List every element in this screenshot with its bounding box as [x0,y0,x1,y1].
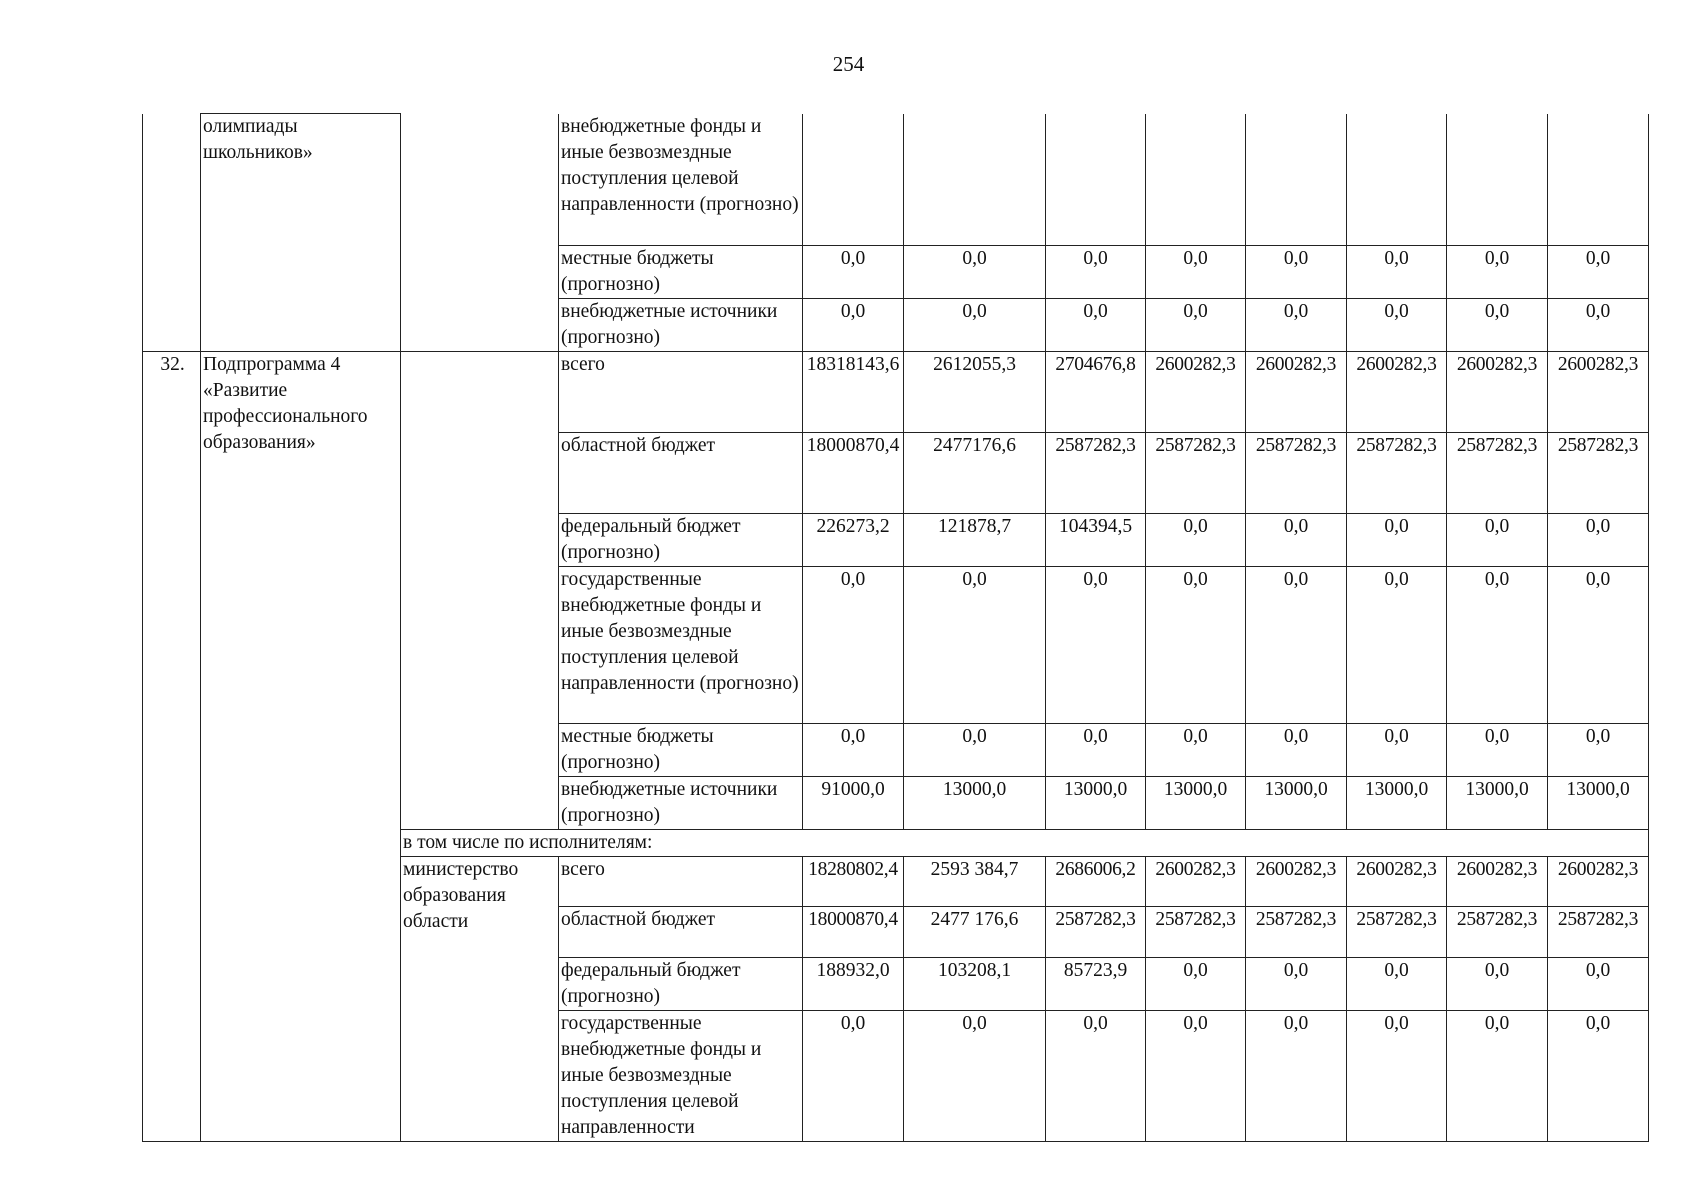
value-cell: 0,0 [904,724,1046,777]
value-cell: 0,0 [1146,246,1246,299]
value-cell: 0,0 [1447,724,1548,777]
value-cell: 0,0 [1548,958,1649,1011]
value-cell: 0,0 [904,567,1046,724]
value-cell: 0,0 [803,246,904,299]
funding-source-cell: внебюджетные источники (прогнозно) [559,299,803,352]
funding-source-cell: внебюджетные источники (прогнозно) [559,777,803,830]
value-cell: 13000,0 [1046,777,1146,830]
value-cell: 0,0 [1347,567,1447,724]
executor-name-cell: министерство образования области [401,857,559,1142]
value-cell: 2587282,3 [1447,433,1548,514]
value-cell: 13000,0 [1447,777,1548,830]
value-cell: 2477 176,6 [904,907,1046,958]
value-cell: 2600282,3 [1447,352,1548,433]
row-number-cell [143,114,201,352]
value-cell: 2612055,3 [904,352,1046,433]
value-cell: 0,0 [904,246,1046,299]
funding-source-cell: федеральный бюджет (прогнозно) [559,514,803,567]
value-cell: 2600282,3 [1548,352,1649,433]
value-cell: 0,0 [803,567,904,724]
value-cell [1548,114,1649,246]
value-cell: 2593 384,7 [904,857,1046,907]
value-cell: 0,0 [1046,724,1146,777]
value-cell: 103208,1 [904,958,1046,1011]
executor-cell [401,114,559,352]
value-cell: 0,0 [1146,724,1246,777]
value-cell: 0,0 [1447,567,1548,724]
value-cell: 13000,0 [1146,777,1246,830]
value-cell: 0,0 [1246,958,1347,1011]
value-cell: 0,0 [803,724,904,777]
value-cell: 0,0 [1146,958,1246,1011]
value-cell: 0,0 [1146,567,1246,724]
value-cell [904,114,1046,246]
value-cell [1347,114,1447,246]
value-cell: 2587282,3 [1347,433,1447,514]
value-cell: 18000870,4 [803,907,904,958]
value-cell: 0,0 [1246,514,1347,567]
value-cell [1046,114,1146,246]
executor-cell [401,352,559,830]
value-cell: 0,0 [1347,246,1447,299]
value-cell: 0,0 [1347,958,1447,1011]
table-row [143,352,1649,433]
value-cell: 2477176,6 [904,433,1046,514]
value-cell: 0,0 [1548,246,1649,299]
value-cell: 0,0 [803,299,904,352]
page-number: 254 [832,52,865,76]
event-name-cell: олимпиады школьников» [201,114,401,352]
value-cell: 2587282,3 [1146,433,1246,514]
value-cell: 2587282,3 [1146,907,1246,958]
value-cell: 13000,0 [1246,777,1347,830]
value-cell: 18318143,6 [803,352,904,433]
value-cell: 2587282,3 [1548,907,1649,958]
value-cell [803,114,904,246]
funding-source-cell: местные бюджеты (прогнозно) [559,724,803,777]
value-cell: 0,0 [1548,514,1649,567]
executors-header: в том числе по исполнителям: [401,830,1649,857]
value-cell: 104394,5 [1046,514,1146,567]
value-cell: 13000,0 [904,777,1046,830]
value-cell: 0,0 [1347,299,1447,352]
value-cell: 226273,2 [803,514,904,567]
value-cell: 0,0 [803,1011,904,1142]
value-cell: 188932,0 [803,958,904,1011]
value-cell: 0,0 [1246,1011,1347,1142]
value-cell: 0,0 [1548,724,1649,777]
funding-source-cell: всего [559,857,803,907]
value-cell: 2587282,3 [1046,433,1146,514]
value-cell: 85723,9 [1046,958,1146,1011]
value-cell [1246,114,1347,246]
value-cell: 2704676,8 [1046,352,1146,433]
value-cell: 0,0 [1347,1011,1447,1142]
value-cell: 0,0 [904,1011,1046,1142]
value-cell: 2587282,3 [1548,433,1649,514]
value-cell: 0,0 [1347,514,1447,567]
value-cell: 2600282,3 [1246,857,1347,907]
funding-source-cell: федеральный бюджет (прогнозно) [559,958,803,1011]
value-cell: 0,0 [1548,1011,1649,1142]
funding-source-cell: внебюджетные фонды и иные безвозмездные поступления целевой направленности (прогнозно) [559,114,803,246]
value-cell: 0,0 [1046,299,1146,352]
value-cell: 0,0 [1447,958,1548,1011]
value-cell: 2600282,3 [1347,857,1447,907]
value-cell: 2600282,3 [1447,857,1548,907]
value-cell: 0,0 [1146,299,1246,352]
funding-source-cell: государственные внебюджетные фонды и иные безвозмездные поступления целевой направленности [559,1011,803,1142]
value-cell: 2686006,2 [1046,857,1146,907]
value-cell: 2600282,3 [1246,352,1347,433]
value-cell: 0,0 [904,299,1046,352]
value-cell: 0,0 [1146,514,1246,567]
value-cell: 0,0 [1548,299,1649,352]
funding-source-cell: областной бюджет [559,433,803,514]
value-cell: 13000,0 [1347,777,1447,830]
value-cell: 0,0 [1347,724,1447,777]
value-cell: 2600282,3 [1347,352,1447,433]
value-cell: 0,0 [1246,724,1347,777]
value-cell: 0,0 [1146,1011,1246,1142]
value-cell: 0,0 [1447,246,1548,299]
value-cell: 18280802,4 [803,857,904,907]
value-cell: 0,0 [1046,567,1146,724]
funding-source-cell: местные бюджеты (прогнозно) [559,246,803,299]
value-cell: 0,0 [1246,299,1347,352]
value-cell: 0,0 [1447,299,1548,352]
value-cell: 18000870,4 [803,433,904,514]
value-cell: 2587282,3 [1246,433,1347,514]
funding-source-cell: областной бюджет [559,907,803,958]
value-cell: 0,0 [1246,246,1347,299]
value-cell: 13000,0 [1548,777,1649,830]
value-cell: 2600282,3 [1548,857,1649,907]
value-cell: 2600282,3 [1146,857,1246,907]
value-cell: 0,0 [1046,1011,1146,1142]
value-cell [1447,114,1548,246]
value-cell: 0,0 [1246,567,1347,724]
row-number-cell: 32. [143,352,201,1142]
value-cell: 0,0 [1447,514,1548,567]
budget-table [142,113,1649,1142]
value-cell: 2587282,3 [1246,907,1347,958]
value-cell: 2587282,3 [1046,907,1146,958]
value-cell: 2587282,3 [1347,907,1447,958]
value-cell: 121878,7 [904,514,1046,567]
value-cell: 2600282,3 [1146,352,1246,433]
funding-source-cell: государственные внебюджетные фонды и иные безвозмездные поступления целевой направленности (прогнозно) [559,567,803,724]
value-cell: 0,0 [1046,246,1146,299]
value-cell: 0,0 [1548,567,1649,724]
value-cell: 0,0 [1447,1011,1548,1142]
value-cell: 2587282,3 [1447,907,1548,958]
value-cell: 91000,0 [803,777,904,830]
subprogram-name-cell: Подпрограмма 4 «Развитие профессионального образования» [201,352,401,1142]
table-row [143,114,1649,246]
value-cell [1146,114,1246,246]
funding-source-cell: всего [559,352,803,433]
